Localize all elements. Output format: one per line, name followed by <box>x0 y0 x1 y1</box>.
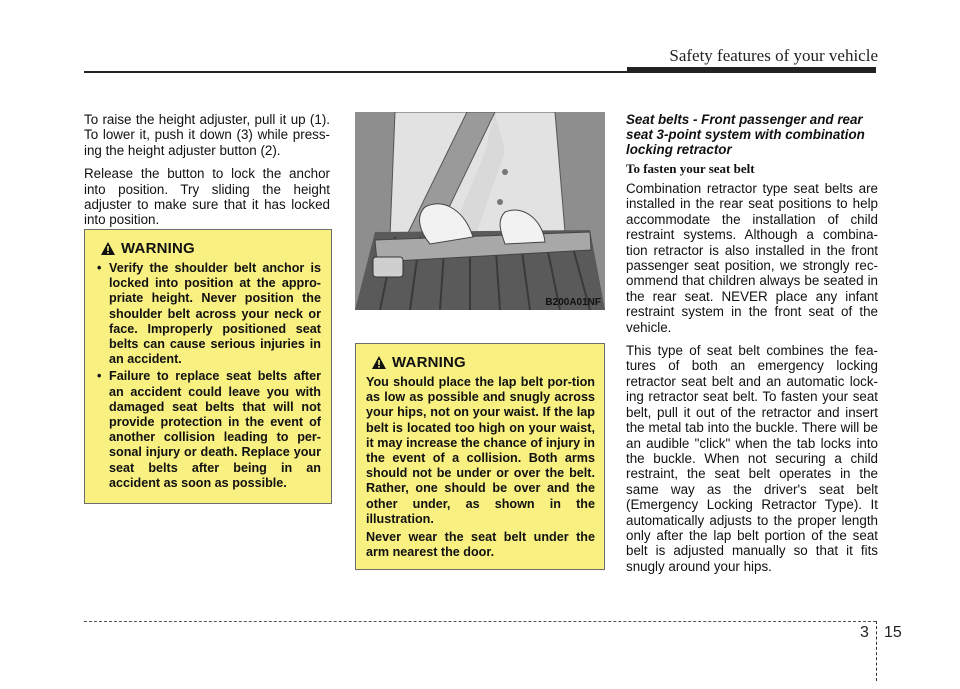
seat-belt-illustration <box>355 112 605 310</box>
section-title: Seat belts - Front passenger and rear seat 3-point system with combination locking retractor <box>626 112 865 157</box>
illustration-code: B200A01NF <box>545 297 601 308</box>
right-column <box>626 112 878 582</box>
warning-heading <box>101 240 321 257</box>
combination-retractor-paragraph: Combination retractor type seat belts are installed in the rear seat positions to help accommodate the installation of child restraint systems. Although a combina-tion retractor is also installed in the front passenger seat position, we strongly rec-ommend that children always be seated in the rear seat. NEVER place any infant restraint system in the front seat of the vehicle. <box>626 181 878 335</box>
footer-rule <box>84 621 876 622</box>
lock-anchor-paragraph: Release the button to lock the anchor into position. Try sliding the height adjuster to make sure that it has locked into position. <box>84 166 330 228</box>
lap-belt-drawing <box>355 112 605 310</box>
warning-box-lap-belt <box>355 343 605 570</box>
warning-label: WARNING <box>392 354 466 371</box>
left-column <box>84 112 330 236</box>
warning-triangle-icon <box>101 242 115 255</box>
subsection-title: To fasten your seat belt <box>626 161 755 176</box>
page-header-title: Safety features of your vehicle <box>669 46 878 65</box>
footer-separator <box>876 621 878 681</box>
warning-triangle-icon <box>372 356 386 369</box>
warning-heading <box>372 354 595 371</box>
warning-item-replace: • Failure to replace seat belts after an accident could leave you with damaged seat belts that will not provide protection in the event of another collision leading to per-sonal injury or death. Replace your seat belts after being in an accident as soon as possible. <box>109 369 321 491</box>
warning-label: WARNING <box>121 240 195 257</box>
warning-paragraph-arm: Never wear the seat belt under the arm nearest the door. <box>366 530 595 560</box>
warning-item-anchor: • Verify the shoulder belt anchor is locked into position at the appro-priate height. Never position the shoulder belt across your neck or face. Improperly positioned seat belts can cause serious injuries in an accident. <box>109 261 321 367</box>
fasten-belt-paragraph: This type of seat belt combines the fea-tures of both an emergency locking retractor seat belt and an automatic lock-ing retractor seat belt. To fasten your seat belt, pull it out of the retractor and insert the metal tab into the buckle. There will be an audible "click" when the tab locks into the buckle. When not securing a child restraint, the seat belt operates in the same way as the driver's seat belt (Emergency Locking Retractor Type). It automatically adjusts to the proper length only after the lap belt portion of the seat belt is adjusted manually so that it fits snugly around your hips. <box>626 343 878 574</box>
warning-list <box>95 261 321 491</box>
warning-box-shoulder-belt <box>84 229 332 504</box>
height-adjuster-paragraph: To raise the height adjuster, pull it up (1). To lower it, push it down (3) while press-ing the height adjuster button (2). <box>84 112 330 158</box>
page-number: 15 <box>884 624 902 641</box>
chapter-number: 3 <box>860 624 869 641</box>
header-bar <box>627 67 876 73</box>
warning-paragraph-lap-position: You should place the lap belt por-tion as low as possible and snugly across your hips, not on your waist. If the lap belt is located too high on your waist, it may increase the chance of injury in the event of a collision. Both arms should not be under or over the belt. Rather, one should be over and the other under, as shown in the illustration. <box>366 375 595 526</box>
